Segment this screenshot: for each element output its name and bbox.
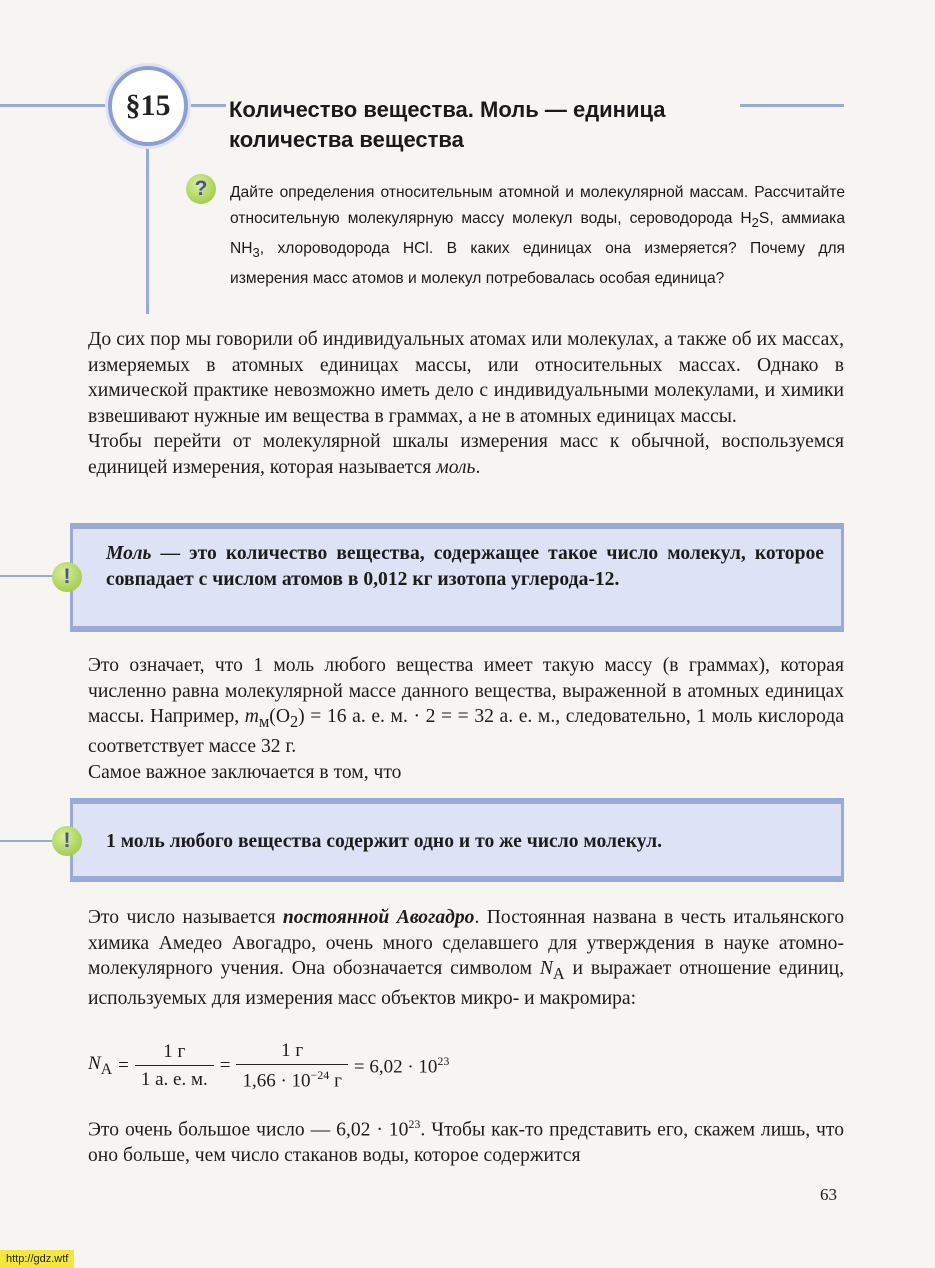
paragraph-avogadro <box>88 905 844 1012</box>
paragraph-1: До сих пор мы говорили об индивидуальных атомах или молекулах, а также об их массах, измеряемых в атомных единицах массы, или относительных массах. Однако в химической практике невозможно иметь дело с индивидуальными молекулами, и химики взвешивают нужные им вещества в граммах, а не в атомных единицах массы. <box>88 329 844 427</box>
header-rule-vertical <box>146 144 149 314</box>
definition1-rule <box>0 575 55 577</box>
section-number: §15 <box>125 89 171 122</box>
definition-1-text: Моль — это количество вещества, содержащее такое число молекул, которое совпадает с числом атомов в 0,012 кг изотопа углерода-12. <box>106 543 824 590</box>
formula-lhs: $N_A$ <box>88 1053 113 1079</box>
paragraph-mass <box>88 653 844 785</box>
site-watermark: http://gdz.wtf <box>0 1250 74 1268</box>
avogadro-formula: $N_A$ = $\frac{1 г}{1 а. е. м.}$ = $\frac{1 г}{1,66 \cdot 10^{-24} г}$ = $6,02 \cdot 10^{23}$ <box>88 1040 450 1092</box>
paragraph-3: Это означает, что 1 моль любого вещества имеет такую массу (в граммах), которая численно равна молекулярной массе данного вещества, выраженной в атомных единицах массы. Например, $m_м(O_2) = 16$ а. е. м. · 2 = = 32 а. е. м., следовательно, 1 моль кислорода соответствует массе 32 г. <box>88 655 844 758</box>
formula-fraction-1: $\frac{1 г}{1 а. е. м.}$ <box>135 1041 214 1091</box>
header-rule-left <box>0 104 112 107</box>
page-number: 63 <box>820 1185 837 1204</box>
definition2-rule <box>0 840 55 842</box>
exclamation-icon: ! <box>52 562 82 592</box>
question-icon: ? <box>186 174 216 204</box>
paragraph-intro <box>88 327 844 480</box>
exclamation-icon: ! <box>52 826 82 856</box>
question-text: Дайте определения относительным атомной и молекулярной массам. Рассчитайте относительную молекулярную массу молекул воды, сероводорода $H_2S$, аммиака $NH_3$, хлороводорода HCl. В каких единицах она измеряется? Почему для измерения масс атомов и молекул потребовалась особая единица? <box>230 184 845 288</box>
section-title: Количество вещества. Моль — единица количества вещества <box>229 97 666 152</box>
paragraph-6: Это очень большое число — $6,02 \cdot 10^{23}$. Чтобы как-то представить его, скажем лишь, что оно больше, чем число стаканов воды, которое содержится <box>88 1117 844 1167</box>
paragraph-big-number <box>88 1112 844 1169</box>
header-rule-mid <box>186 104 226 107</box>
paragraph-2: Чтобы перейти от молекулярной шкалы измерения масс к обычной, воспользуемся единицей измерения, которая называется моль. <box>88 431 844 478</box>
paragraph-4: Самое важное заключается в том, что <box>88 761 402 783</box>
formula-fraction-2: $\frac{1 г}{1,66 \cdot 10^{-24} г}$ <box>236 1040 347 1092</box>
paragraph-5: Это число называется постоянной Авогадро. Постоянная названа в честь итальянского химика Амедео Авогадро, очень много сделавшего для утверждения в науке атомно-молекулярного учения. Она обозначается символом $N_A$ и выражает отношение единиц, используемых для измерения масс объектов микро- и макромира: <box>88 907 844 1010</box>
header-rule-right <box>740 104 844 107</box>
formula-result: = $6,02 \cdot 10^{23}$ <box>353 1054 450 1078</box>
definition-2-text: 1 моль любого вещества содержит одно и то же число молекул. <box>106 831 662 852</box>
section-badge <box>108 66 188 146</box>
